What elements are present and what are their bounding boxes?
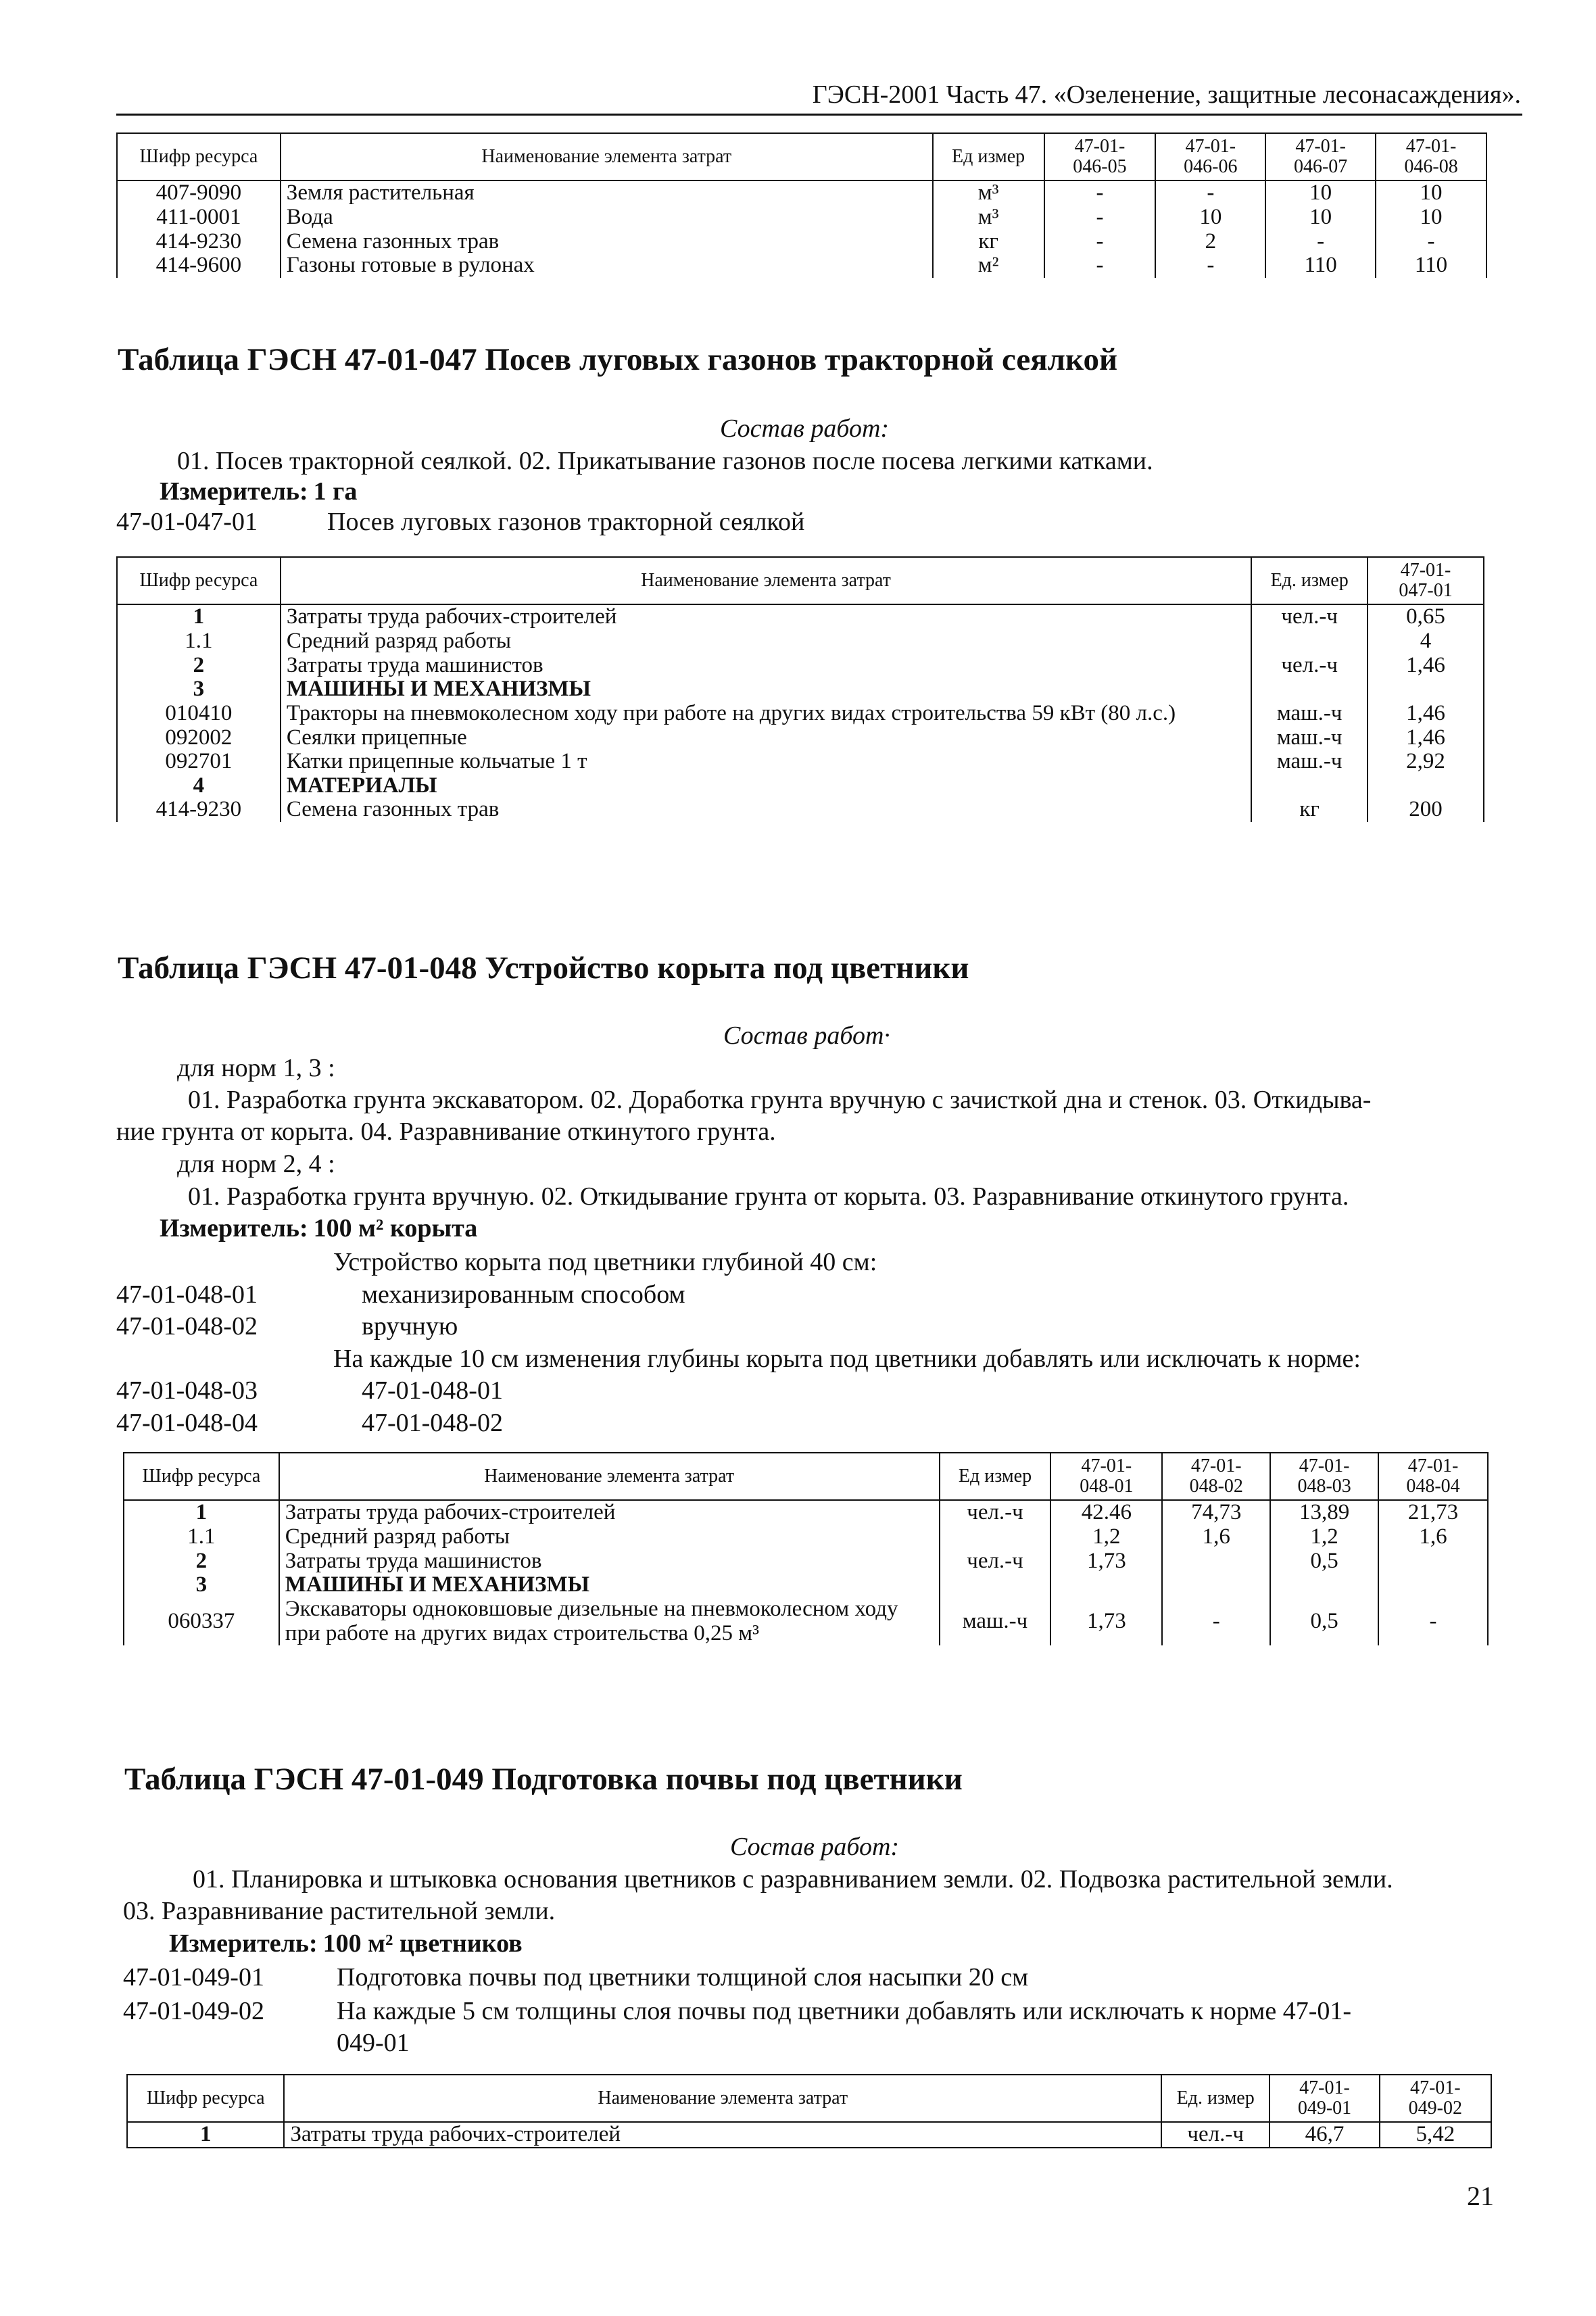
table-cell: 110 bbox=[1265, 254, 1376, 278]
table-cell: 4 bbox=[1368, 629, 1484, 654]
table-cell: м³ bbox=[933, 180, 1044, 206]
meter-label: Измеритель: bbox=[169, 1929, 318, 1958]
table-row bbox=[117, 726, 1484, 750]
table-cell bbox=[1368, 677, 1484, 702]
table-cell: - bbox=[1155, 180, 1265, 206]
running-header: ГЭСН-2001 Часть 47. «Озеленение, защитные лесонасаждения». bbox=[812, 80, 1521, 109]
table-cell: 3 bbox=[124, 1573, 279, 1597]
column-header: Наименование элемента затрат bbox=[281, 557, 1251, 604]
table-cell: 10 bbox=[1155, 206, 1265, 230]
table-cell: 2 bbox=[117, 654, 281, 678]
column-header: Наименование элемента затрат bbox=[284, 2075, 1161, 2122]
table-cell: 1,73 bbox=[1050, 1597, 1162, 1645]
column-header: Шифр ресурса bbox=[117, 133, 281, 180]
norm-text: вручную bbox=[362, 1312, 458, 1341]
table-cell: 0,5 bbox=[1270, 1549, 1378, 1574]
meter-value: 1 га bbox=[313, 477, 358, 506]
table-cell: Газоны готовые в рулонах bbox=[281, 254, 933, 278]
table-cell: 1,46 bbox=[1368, 654, 1484, 678]
table-cell bbox=[1378, 1573, 1488, 1597]
table-48 bbox=[123, 1452, 1489, 1645]
composition-label-47: Состав работ: bbox=[720, 414, 890, 443]
table-cell: 46,7 bbox=[1269, 2122, 1379, 2148]
norm-code: 47-01-048-02 bbox=[116, 1312, 258, 1341]
column-header: 47-01- 046-08 bbox=[1376, 133, 1486, 180]
table-cell: 2 bbox=[1155, 230, 1265, 254]
table-cell: 74,73 bbox=[1162, 1500, 1270, 1525]
table-cell bbox=[1251, 677, 1368, 702]
table-row bbox=[124, 1525, 1488, 1549]
table-cell: 092002 bbox=[117, 726, 281, 750]
table-cell: 13,89 bbox=[1270, 1500, 1378, 1525]
header-rule bbox=[116, 114, 1522, 116]
section-title-49: Таблица ГЭСН 47-01-049 Подготовка почвы под цветники bbox=[124, 1762, 963, 1797]
table-cell: - bbox=[1162, 1597, 1270, 1645]
table-row bbox=[117, 629, 1484, 654]
table-cell: - bbox=[1265, 230, 1376, 254]
table-cell: Катки прицепные кольчатые 1 т bbox=[281, 750, 1251, 774]
meter-value: 100 м² корыта bbox=[313, 1214, 478, 1243]
table-cell: 21,73 bbox=[1378, 1500, 1488, 1525]
table-cell: 1.1 bbox=[124, 1525, 279, 1549]
norm-text: механизированным способом bbox=[362, 1280, 685, 1309]
norm-text: На каждые 5 см толщины слоя почвы под цветники добавлять или исключать к норме 47-01- bbox=[337, 1997, 1352, 2025]
table-row bbox=[117, 230, 1486, 254]
table-cell: 414-9230 bbox=[117, 798, 281, 822]
column-header: Наименование элемента затрат bbox=[279, 1453, 940, 1500]
work-text-49: 01. Планировка и штыковка основания цветников с разравниванием земли. 02. Подвозка растительной земли. bbox=[193, 1865, 1393, 1893]
table-cell: 42.46 bbox=[1050, 1500, 1162, 1525]
norm-code: 47-01-048-03 bbox=[116, 1376, 258, 1405]
table-cell: Семена газонных трав bbox=[281, 798, 1251, 822]
column-header: 47-01- 048-02 bbox=[1162, 1453, 1270, 1500]
work-text-2-4: 01. Разработка грунта вручную. 02. Откидывание грунта от корыта. 03. Разравнивание откинутого грунта. bbox=[188, 1182, 1349, 1211]
work-text-1-3-cont: ние грунта от корыта. 04. Разравнивание откинутого грунта. bbox=[116, 1117, 776, 1146]
table-row bbox=[117, 180, 1486, 206]
column-header: 47-01- 046-07 bbox=[1265, 133, 1376, 180]
table-cell: 1,6 bbox=[1162, 1525, 1270, 1549]
norm-text: Посев луговых газонов тракторной сеялкой bbox=[327, 508, 805, 536]
meter-label: Измеритель: bbox=[160, 477, 308, 506]
table-cell: 3 bbox=[117, 677, 281, 702]
table-cell: 1 bbox=[127, 2122, 284, 2148]
table-cell: 1,2 bbox=[1050, 1525, 1162, 1549]
table-47 bbox=[116, 556, 1484, 822]
column-header: 47-01- 047-01 bbox=[1368, 557, 1484, 604]
table-cell: 0,65 bbox=[1368, 604, 1484, 629]
column-header: 47-01- 046-06 bbox=[1155, 133, 1265, 180]
add-text-48: На каждые 10 см изменения глубины корыта под цветники добавлять или исключать к норме: bbox=[333, 1345, 1361, 1373]
column-header: 47-01- 049-01 bbox=[1269, 2075, 1379, 2122]
table-cell bbox=[1368, 774, 1484, 798]
table-row bbox=[127, 2122, 1491, 2148]
meter-47 bbox=[160, 477, 357, 506]
norm-code: 47-01-049-01 bbox=[123, 1963, 264, 1992]
table-cell: Вода bbox=[281, 206, 933, 230]
table-cell: Затраты труда рабочих-строителей bbox=[281, 604, 1251, 629]
table-row bbox=[117, 654, 1484, 678]
column-header: 47-01- 049-02 bbox=[1380, 2075, 1491, 2122]
column-header: 47-01- 048-01 bbox=[1050, 1453, 1162, 1500]
table-cell: чел.-ч bbox=[1161, 2122, 1269, 2148]
table-cell: чел.-ч bbox=[940, 1549, 1051, 1574]
for-norms-1-3: для норм 1, 3 : bbox=[177, 1054, 335, 1082]
section-title-48: Таблица ГЭСН 47-01-048 Устройство корыта под цветники bbox=[118, 950, 969, 986]
column-header: Наименование элемента затрат bbox=[281, 133, 933, 180]
table-cell: 414-9230 bbox=[117, 230, 281, 254]
table-49 bbox=[126, 2074, 1492, 2148]
table-row bbox=[117, 254, 1486, 278]
table-cell: 4 bbox=[117, 774, 281, 798]
table-cell: 10 bbox=[1376, 206, 1486, 230]
table-cell: 060337 bbox=[124, 1597, 279, 1645]
table-cell: Затраты труда рабочих-строителей bbox=[284, 2122, 1161, 2148]
table-cell: кг bbox=[1251, 798, 1368, 822]
table-cell: 10 bbox=[1265, 206, 1376, 230]
table-row bbox=[117, 206, 1486, 230]
norm-text-cont: 049-01 bbox=[337, 2029, 410, 2057]
norm-text: 47-01-048-01 bbox=[362, 1376, 503, 1405]
table-cell bbox=[1251, 629, 1368, 654]
table-cell: 1,6 bbox=[1378, 1525, 1488, 1549]
table-cell: Семена газонных трав bbox=[281, 230, 933, 254]
table-cell: 407-9090 bbox=[117, 180, 281, 206]
table-cell: чел.-ч bbox=[940, 1500, 1051, 1525]
table-cell: Средний разряд работы bbox=[279, 1525, 940, 1549]
table-cell: - bbox=[1044, 206, 1156, 230]
table-cell: 010410 bbox=[117, 702, 281, 726]
table-cell: маш.-ч bbox=[1251, 726, 1368, 750]
table-cell: 1 bbox=[117, 604, 281, 629]
table-cell: 092701 bbox=[117, 750, 281, 774]
table-cell: МАШИНЫ И МЕХАНИЗМЫ bbox=[281, 677, 1251, 702]
table-row bbox=[124, 1573, 1488, 1597]
meter-48 bbox=[160, 1213, 477, 1243]
table-cell bbox=[1050, 1573, 1162, 1597]
table-cell: МАШИНЫ И МЕХАНИЗМЫ bbox=[279, 1573, 940, 1597]
table-cell: Тракторы на пневмоколесном ходу при работе на других видах строительства 59 кВт (80 л.с.) bbox=[281, 702, 1251, 726]
table-cell bbox=[1251, 774, 1368, 798]
norm-code: 47-01-049-02 bbox=[123, 1997, 264, 2025]
table-cell: Затраты труда машинистов bbox=[279, 1549, 940, 1574]
table-cell: Затраты труда рабочих-строителей bbox=[279, 1500, 940, 1525]
table-cell: - bbox=[1044, 180, 1156, 206]
work-text-1-3: 01. Разработка грунта экскаватором. 02. Доработка грунта вручную с зачисткой дна и стенок. 03. Откидыва- bbox=[188, 1086, 1372, 1114]
table-cell bbox=[940, 1525, 1051, 1549]
work-text-49-cont: 03. Разравнивание растительной земли. bbox=[123, 1897, 556, 1925]
table-cell: 1,46 bbox=[1368, 702, 1484, 726]
table-row bbox=[124, 1500, 1488, 1525]
column-header: Шифр ресурса bbox=[117, 557, 281, 604]
table-cell: Сеялки прицепные bbox=[281, 726, 1251, 750]
for-norms-2-4: для норм 2, 4 : bbox=[177, 1150, 335, 1178]
table-row bbox=[124, 1597, 1488, 1645]
norm-code: 47-01-048-01 bbox=[116, 1280, 258, 1309]
table-cell: 5,42 bbox=[1380, 2122, 1491, 2148]
table-cell: маш.-ч bbox=[1251, 702, 1368, 726]
table-cell: 2,92 bbox=[1368, 750, 1484, 774]
table-row bbox=[124, 1549, 1488, 1574]
composition-label-48: Состав работ· bbox=[723, 1021, 890, 1050]
table-cell: 1,46 bbox=[1368, 726, 1484, 750]
table-cell: Земля растительная bbox=[281, 180, 933, 206]
table-cell: Экскаваторы одноковшовые дизельные на пневмоколесном ходу при работе на других видах строительства 0,25 м³ bbox=[279, 1597, 940, 1645]
table-cell: 110 bbox=[1376, 254, 1486, 278]
meter-label: Измеритель: bbox=[160, 1214, 308, 1243]
table-cell: чел.-ч bbox=[1251, 604, 1368, 629]
table-cell: 10 bbox=[1376, 180, 1486, 206]
column-header: 47-01- 046-05 bbox=[1044, 133, 1156, 180]
subtitle-48: Устройство корыта под цветники глубиной 40 см: bbox=[333, 1248, 877, 1276]
table-cell bbox=[1270, 1573, 1378, 1597]
table-cell: Средний разряд работы bbox=[281, 629, 1251, 654]
column-header: Ед измер bbox=[940, 1453, 1051, 1500]
table-cell: 1,2 bbox=[1270, 1525, 1378, 1549]
norm-text: 47-01-048-02 bbox=[362, 1409, 503, 1437]
table-row bbox=[117, 604, 1484, 629]
table-row bbox=[117, 750, 1484, 774]
norm-code: 47-01-047-01 bbox=[116, 508, 258, 536]
table-cell: 0,5 bbox=[1270, 1597, 1378, 1645]
meter-49 bbox=[169, 1929, 523, 1958]
table-row bbox=[117, 702, 1484, 726]
table-cell: маш.-ч bbox=[940, 1597, 1051, 1645]
table-cell: 2 bbox=[124, 1549, 279, 1574]
table-cell: чел.-ч bbox=[1251, 654, 1368, 678]
table-46-continuation bbox=[116, 132, 1487, 278]
column-header: 47-01- 048-04 bbox=[1378, 1453, 1488, 1500]
column-header: Шифр ресурса bbox=[127, 2075, 284, 2122]
column-header: Ед измер bbox=[933, 133, 1044, 180]
table-cell: м³ bbox=[933, 206, 1044, 230]
column-header: Ед. измер bbox=[1251, 557, 1368, 604]
norm-text: Подготовка почвы под цветники толщиной слоя насыпки 20 см bbox=[337, 1963, 1029, 1992]
work-text-47: 01. Посев тракторной сеялкой. 02. Прикатывание газонов после посева легкими катками. bbox=[177, 447, 1153, 475]
table-cell bbox=[940, 1573, 1051, 1597]
column-header: Шифр ресурса bbox=[124, 1453, 279, 1500]
table-cell bbox=[1162, 1573, 1270, 1597]
table-cell: 414-9600 bbox=[117, 254, 281, 278]
table-row bbox=[117, 774, 1484, 798]
table-cell: 1 bbox=[124, 1500, 279, 1525]
table-cell: - bbox=[1378, 1597, 1488, 1645]
norm-code: 47-01-048-04 bbox=[116, 1409, 258, 1437]
table-cell: маш.-ч bbox=[1251, 750, 1368, 774]
table-cell: - bbox=[1376, 230, 1486, 254]
table-cell: Затраты труда машинистов bbox=[281, 654, 1251, 678]
table-cell: - bbox=[1044, 230, 1156, 254]
table-cell: кг bbox=[933, 230, 1044, 254]
column-header: Ед. измер bbox=[1161, 2075, 1269, 2122]
page-number: 21 bbox=[1467, 2181, 1494, 2211]
table-row bbox=[117, 798, 1484, 822]
table-cell: 200 bbox=[1368, 798, 1484, 822]
composition-label-49: Состав работ: bbox=[730, 1833, 900, 1861]
table-cell: 1,73 bbox=[1050, 1549, 1162, 1574]
meter-value: 100 м² цветников bbox=[322, 1929, 523, 1958]
table-cell: МАТЕРИАЛЫ bbox=[281, 774, 1251, 798]
table-cell bbox=[1162, 1549, 1270, 1574]
table-row bbox=[117, 677, 1484, 702]
table-cell: 1.1 bbox=[117, 629, 281, 654]
table-cell: 10 bbox=[1265, 180, 1376, 206]
table-cell: - bbox=[1044, 254, 1156, 278]
table-cell: 411-0001 bbox=[117, 206, 281, 230]
table-cell: - bbox=[1155, 254, 1265, 278]
column-header: 47-01- 048-03 bbox=[1270, 1453, 1378, 1500]
table-cell: м² bbox=[933, 254, 1044, 278]
section-title-47: Таблица ГЭСН 47-01-047 Посев луговых газонов тракторной сеялкой bbox=[118, 342, 1118, 377]
table-cell bbox=[1378, 1549, 1488, 1574]
